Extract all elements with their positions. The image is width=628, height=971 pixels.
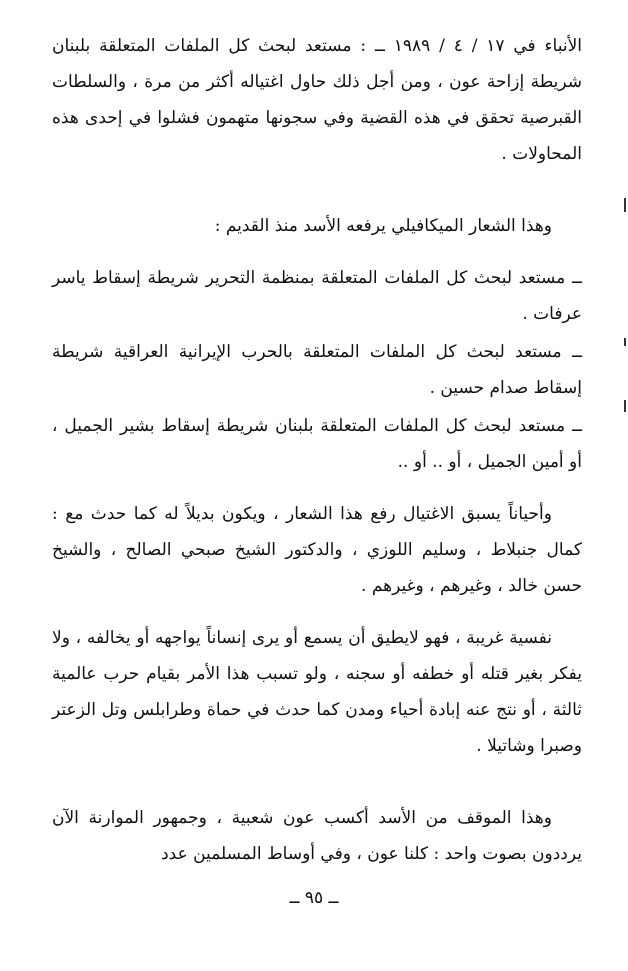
- list-item-3: ــ مستعد لبحث كل الملفات المتعلقة بلبنان شريطة إسقاط بشير الجميل ، أو أمين الجميل ، أو .. أو ..: [52, 416, 582, 472]
- scan-edge-mark: [624, 400, 626, 412]
- scan-edge-mark: [624, 198, 626, 212]
- paragraph-4: نفسية غريبة ، فهو لايطيق أن يسمع أو يرى إنساناً يواجهه أو يخالفه ، ولا يفكر بغير قتله أو خطفه أو سجنه ، ولو تسبب هذا الأمر بقيام حرب عالمية ثالثة ، أو نتج عنه إبادة أحياء ومدن كما حدث في حماة وطرابلس وتل الزعتر وصبرا وشاتيلا .: [52, 628, 582, 756]
- paragraph-3: وأحياناً يسبق الاغتيال رفع هذا الشعار ، ويكون بديلاً له كما حدث مع : كمال جنبلاط ، وسليم اللوزي ، والدكتور الشيخ صبحي الصالح ، والشيخ حسن خالد ، وغيرهم ، وغيرهم .: [52, 504, 582, 596]
- list-item-2: ــ مستعد لبحث كل الملفات المتعلقة بالحرب الإيرانية العراقية شريطة إسقاط صدام حسين .: [52, 342, 582, 398]
- page-number: ــ ٩٥ ــ: [289, 888, 339, 908]
- scan-edge-mark: [624, 338, 626, 346]
- paragraph-2: وهذا الشعار الميكافيلي يرفعه الأسد منذ القديم :: [214, 216, 552, 236]
- paragraph-5: وهذا الموقف من الأسد أكسب عون شعبية ، وجمهور الموارنة الآن يرددون بصوت واحد : كلنا عون ، وفي أوساط المسلمين عدد: [52, 808, 582, 864]
- paragraph-1: الأنباء في ١٧ / ٤ / ١٩٨٩ ــ : مستعد لبحث كل الملفات المتعلقة بلبنان شريطة إزاحة عون ، ومن أجل ذلك حاول اغتياله أكثر من مرة ، والسلطات القبرصية تحقق في هذه القضية وفي سجونها متهمون فشلوا في إحدى هذه المحاولات .: [52, 36, 582, 164]
- list-item-1: ــ مستعد لبحث كل الملفات المتعلقة بمنظمة التحرير شريطة إسقاط ياسر عرفات .: [52, 268, 582, 324]
